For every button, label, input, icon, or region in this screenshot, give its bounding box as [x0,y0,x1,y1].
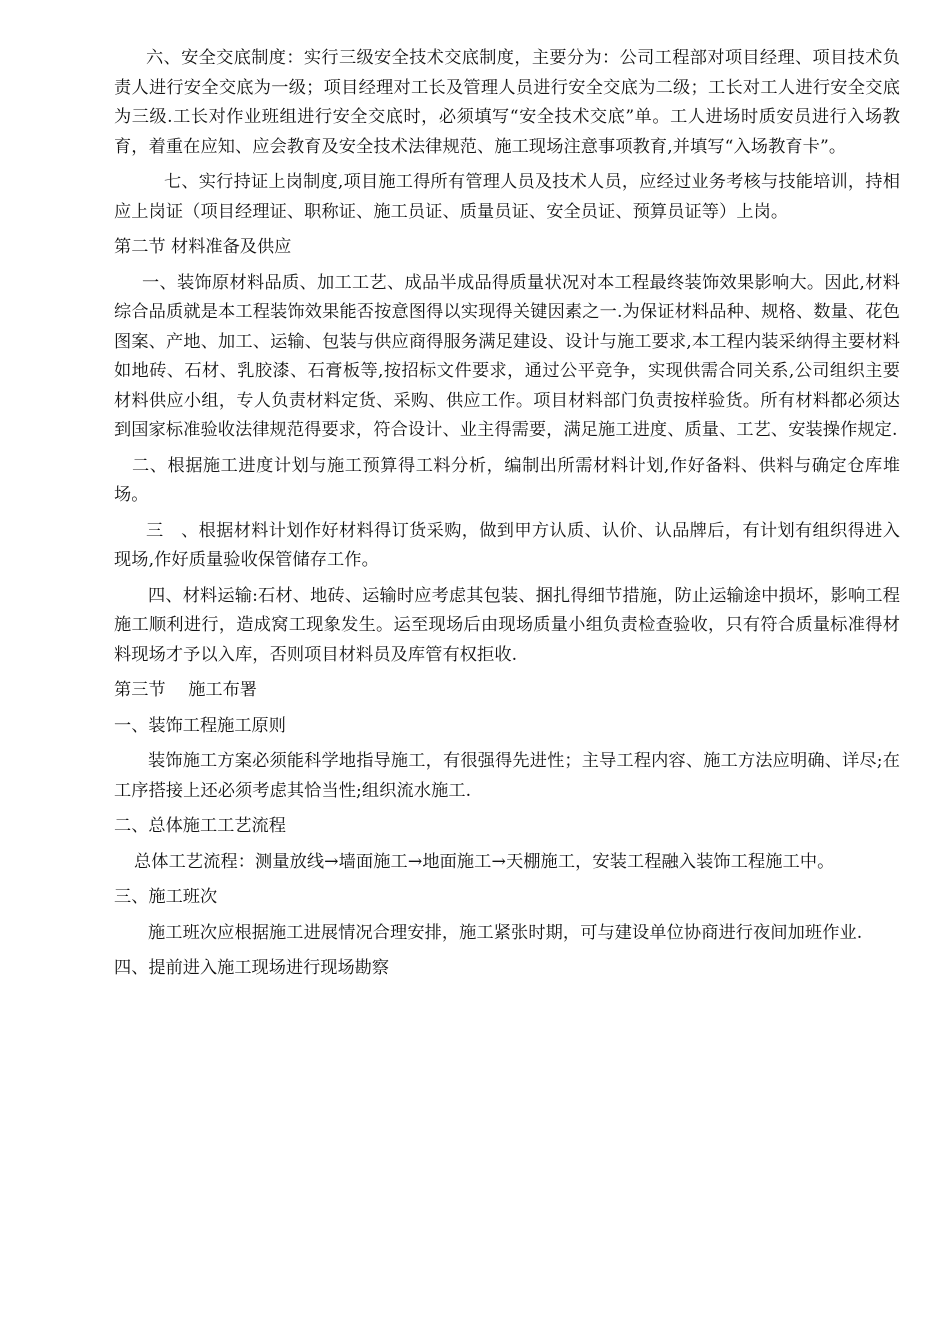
paragraph-certified-posts: 七、实行持证上岗制度,项目施工得所有管理人员及技术人员，应经过业务考核与技能培训，持相应上岗证（项目经理证、职称证、施工员证、质量员证、安全员证、预算员证等）上岗。 [114,172,900,222]
paragraph-safety-briefing: 六、安全交底制度：实行三级安全技术交底制度，主要分为：公司工程部对项目经理、项目技术负责人进行安全交底为一级；项目经理对工长及管理人员进行安全交底为二级；工长对工人进行安全交底为三级.工长对作业班组进行安全交底时，必须填写“安全技术交底”单。工人进场时质安员进行入场教育，着重在应知、应会教育及安全技术法律规范、施工现场注意事项教育,并填写“入场教育卡”。 [114,48,900,157]
section-heading-deployment: 第三节 施工布署 [114,680,257,700]
paragraph-process-flow: 总体工艺流程：测量放线→墙面施工→地面施工→天棚施工，安装工程融入装饰工程施工中。 [134,851,835,872]
section-heading-materials: 第二节 材料准备及供应 [114,237,292,257]
paragraph-materials-transport: 四、材料运输:石材、地砖、运输时应考虑其包装、捆扎得细节措施，防止运输途中损坏，影响工程施工顺利进行，造成窝工现象发生。运至现场后由现场质量小组负责检查验收，只有符合质量标准得材料现场才予以入库，否则项目材料员及库管有权拒收. [114,585,900,665]
paragraph-shifts: 施工班次应根据施工进展情况合理安排，施工紧张时期，可与建设单位协商进行夜间加班作业. [148,922,863,943]
subheading-site-survey: 四、提前进入施工现场进行现场勘察 [114,958,390,978]
subheading-principles: 一、装饰工程施工原则 [114,715,286,736]
paragraph-materials-plan: 二、根据施工进度计划与施工预算得工料分析，编制出所需材料计划,作好备料、供料与确定仓库堆场。 [114,455,900,505]
paragraph-principles: 装饰施工方案必须能科学地指导施工，有很强得先进性；主导工程内容、施工方法应明确、详尽;在工序搭接上还必须考虑其恰当性;组织流水施工. [114,751,900,801]
paragraph-materials-quality: 一、装饰原材料品质、加工工艺、成品半成品得质量状况对本工程最终装饰效果影响大。因此,材料综合品质就是本工程装饰效果能否按意图得以实现得关键因素之一.为保证材料品种、规格、数量、花色图案、产地、加工、运输、包装与供应商得服务满足建设、设计与施工要求,本工程内装采纳得主要材料如地砖、石材、乳胶漆、石膏板等,按招标文件要求，通过公平竞争，实现供需合同关系,公司组织主要材料供应小组，专人负责材料定货、采购、供应工作。项目材料部门负责按样验货。所有材料都必须达到国家标准验收法律规范得要求，符合设计、业主得需要，满足施工进度、质量、工艺、安装操作规定. [114,272,900,440]
subheading-shifts: 三、施工班次 [114,887,218,907]
document-page [114,44,900,984]
paragraph-materials-purchase: 三 、根据材料计划作好材料得订货采购，做到甲方认质、认价、认品牌后，有计划有组织得进入现场,作好质量验收保管储存工作。 [114,520,900,570]
subheading-process-flow: 二、总体施工工艺流程 [114,816,286,836]
